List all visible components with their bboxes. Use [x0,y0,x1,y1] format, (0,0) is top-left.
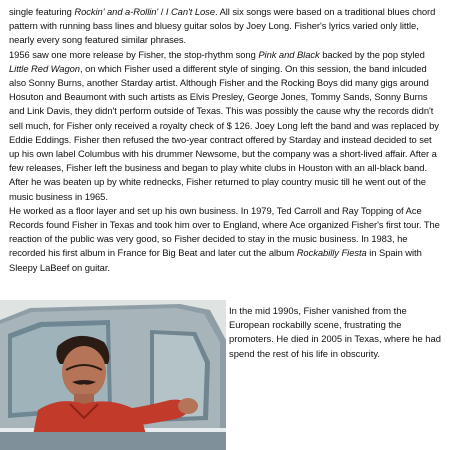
paragraph-2: 1956 saw one more release by Fisher, the stop-rhythm song Pink and Black backed by the pop styled Little Red Wagon, on which Fisher used a different style of singing. On this session, the band inlcuded also Sonny Burns, another Starday artist. Although Fisher and the Rocking Boys did many gigs around Hosuton and Beaumont with such artists as Elvis Presley, George Jones, Tommy Sands, Sonny Burns and Link Davis, they didn't perform outside of Texas. This was possibly the cause why the records didn't sell much, for Fisher only received a royalty check of $ 126. Joey Long left the band and was replaced by Eddie Eddings. Fisher then refused the two-year contract offered by Starday and instead decided to set up his own label Columbus with his drummer Newsome, but the company was a short-lived affair. After a few releases, Fisher left the business and began to play white clubs in Houston with an all-black band. After he was beaten up by white rednecks, Fisher returned to play country music till he went out of the music business in 1965. [9,48,439,202]
closing-paragraph [229,304,445,361]
paragraph-1: single featuring Rockin' and a-Rollin' / I Can't Lose. All six songs were based on a traditional blues chord pattern with running bass lines and bluesy guitar solos by Joey Long. Fisher's lyrics varied only little, nearly every song featured similar phrases. [9,6,436,46]
photo-man-in-car [0,300,226,450]
article-body [9,5,443,275]
paragraph-4: In the mid 1990s, Fisher vanished from the European rockabilly scene, frustrating the promoters. He died in 2005 in Texas, where he had spend the rest of his life in obscurity. [229,305,441,359]
paragraph-3: He worked as a floor layer and set up his own business. In 1979, Ted Carroll and Ray Topping of Ace Records found Fisher in Texas and took him over to England, where Ace organized Fisher's first tour. The reaction of the public was very good, so Fisher decided to stay in the music business. In 1983, he recorded his first album in France for Big Beat and later cut the album Rockabilly Fiesta in Spain with Sleepy LaBeef on guitar. [9,204,440,273]
